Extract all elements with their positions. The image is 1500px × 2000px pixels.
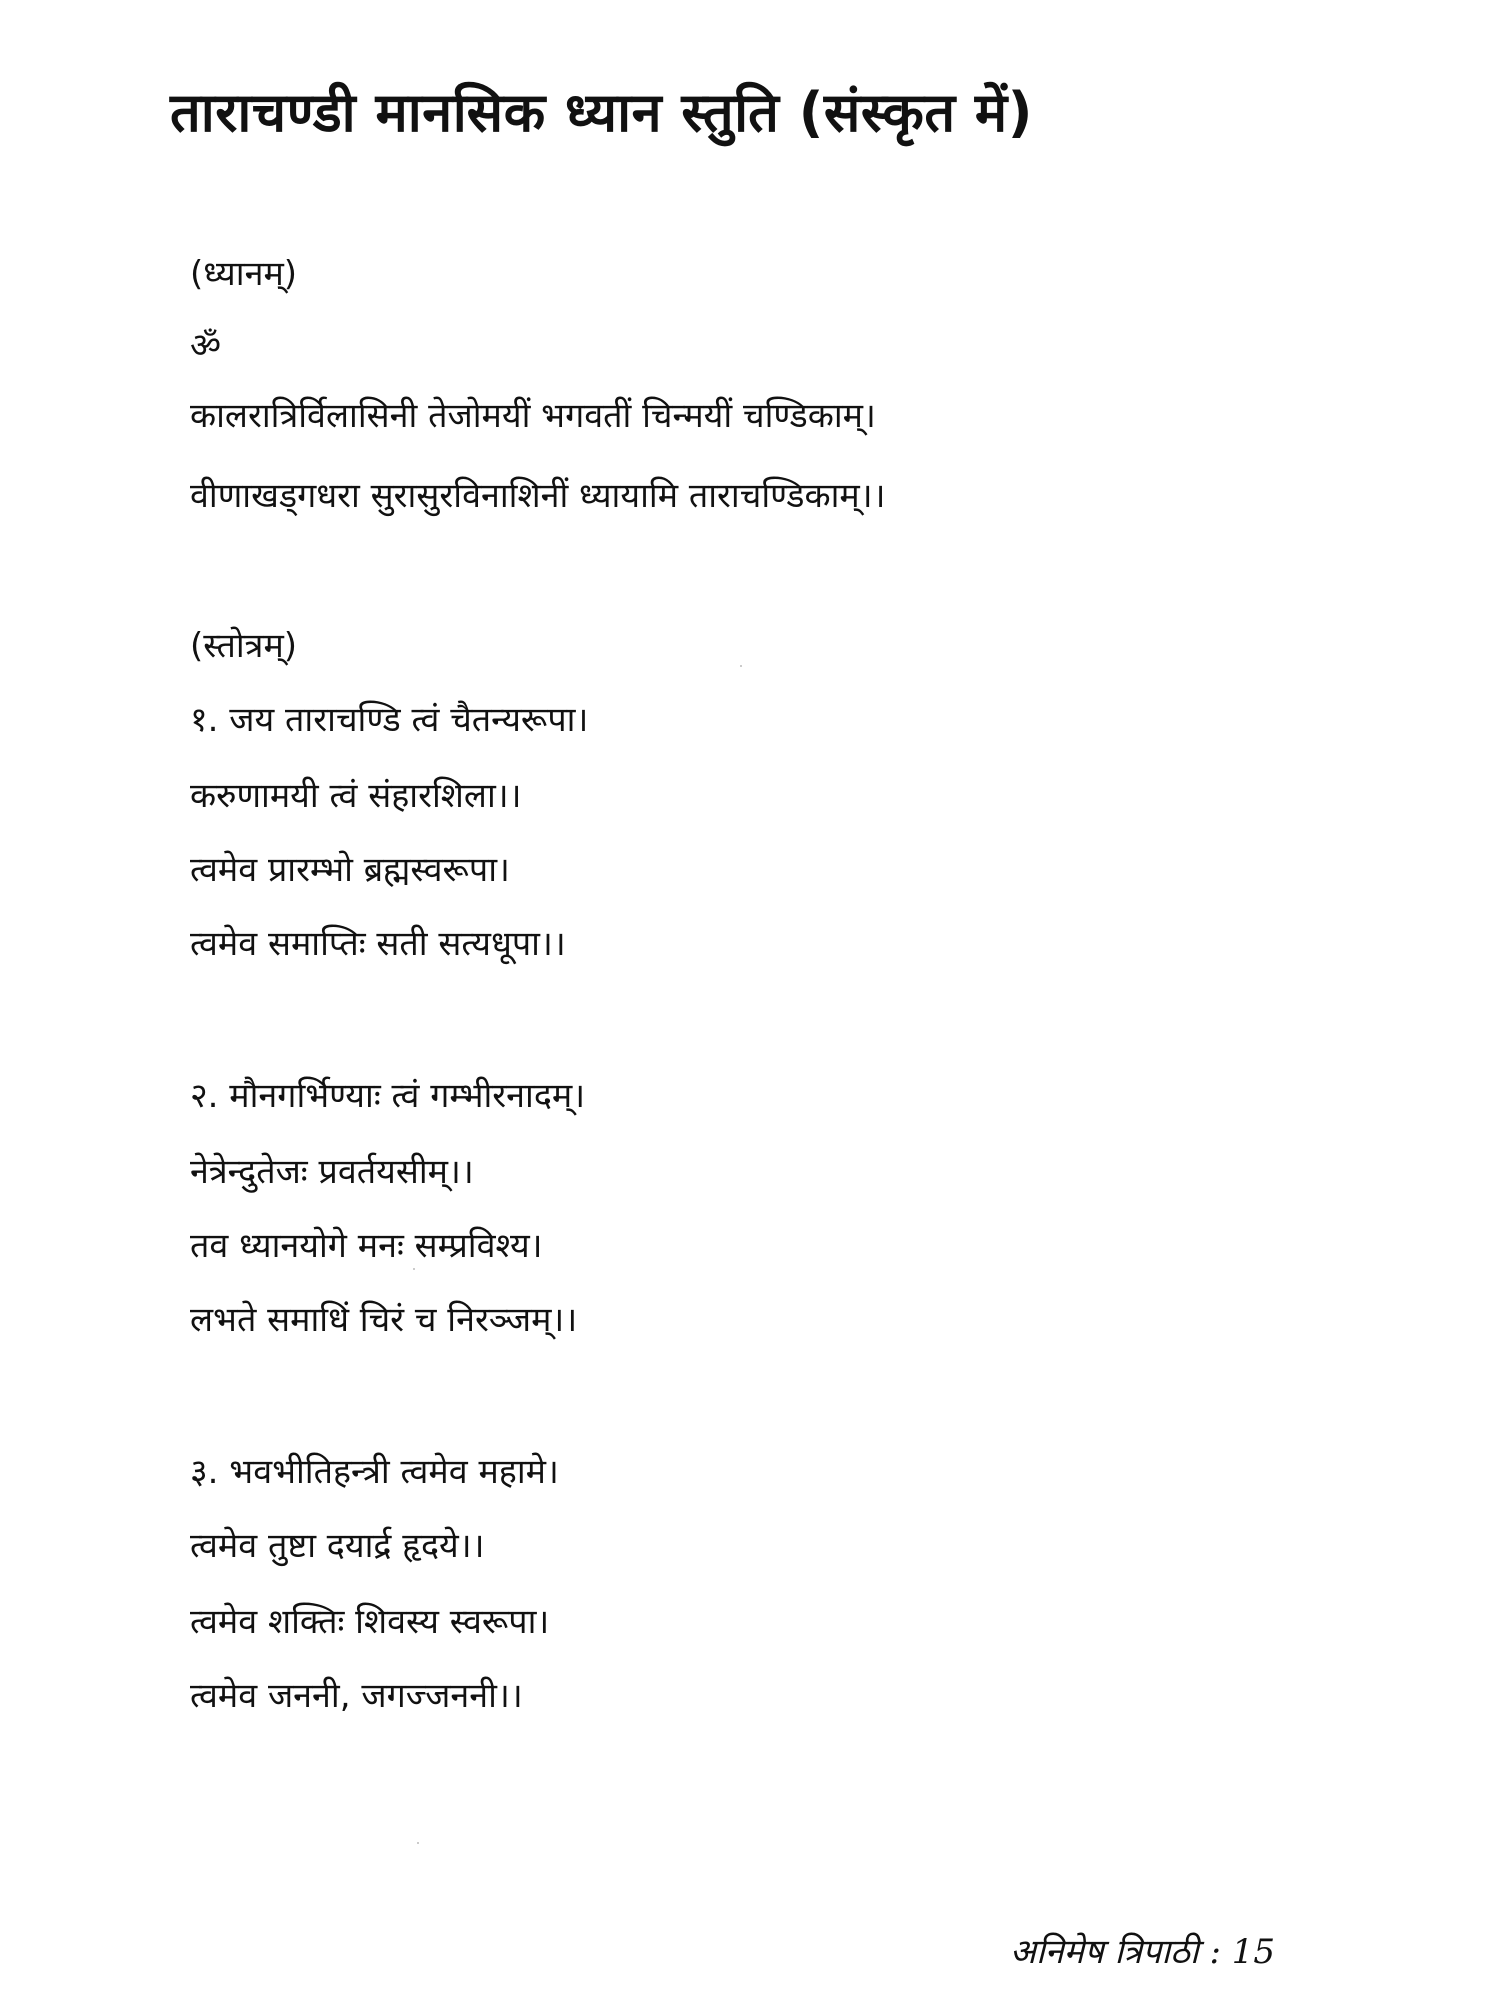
- verse-1-line-4: त्वमेव समाप्तिः सती सत्यधूपा।।: [190, 924, 566, 964]
- scan-speck: [417, 1842, 419, 1844]
- verse-1-line-1: १. जय ताराचण्डि त्वं चैतन्यरूपा।: [190, 700, 589, 740]
- verse-1-line-3: त्वमेव प्रारम्भो ब्रह्मस्वरूपा।: [190, 850, 510, 890]
- dhyanam-heading: (ध्यानम्): [190, 254, 298, 294]
- verse-2-line-3: तव ध्यानयोगे मनः सम्प्रविश्य।: [190, 1226, 543, 1266]
- verse-3-line-3: त्वमेव शक्तिः शिवस्य स्वरूपा।: [190, 1602, 550, 1642]
- page-title: ताराचण्डी मानसिक ध्यान स्तुति (संस्कृत में): [170, 81, 1033, 144]
- verse-2-line-1: २. मौनगर्भिण्याः त्वं गम्भीरनादम्।: [190, 1076, 586, 1116]
- verse-3-line-4: त्वमेव जननी, जगज्जननी।।: [190, 1676, 523, 1716]
- stotram-heading: (स्तोत्रम्): [190, 626, 298, 666]
- verse-2-line-4: लभते समाधिं चिरं च निरञ्जम्।।: [190, 1300, 578, 1340]
- scan-speck: [413, 1268, 415, 1270]
- verse-3-line-2: त्वमेव तुष्टा दयार्द्र हृदये।।: [190, 1526, 485, 1566]
- om-symbol: ॐ: [190, 326, 222, 366]
- page-footer: अनिमेष त्रिपाठी : 15: [1010, 1932, 1276, 1972]
- verse-2-line-2: नेत्रेन्दुतेजः प्रवर्तयसीम्।।: [190, 1152, 474, 1192]
- dhyanam-line-1: कालरात्रिर्विलासिनी तेजोमयीं भगवतीं चिन्मयीं चण्डिकाम्।: [190, 396, 876, 436]
- verse-3-line-1: ३. भवभीतिहन्त्री त्वमेव महामे।: [190, 1452, 559, 1492]
- scan-speck: [740, 665, 742, 667]
- verse-1-line-2: करुणामयी त्वं संहारशिला।।: [190, 776, 522, 816]
- dhyanam-line-2: वीणाखड्गधरा सुरासुरविनाशिनीं ध्यायामि ताराचण्डिकाम्।।: [190, 476, 886, 516]
